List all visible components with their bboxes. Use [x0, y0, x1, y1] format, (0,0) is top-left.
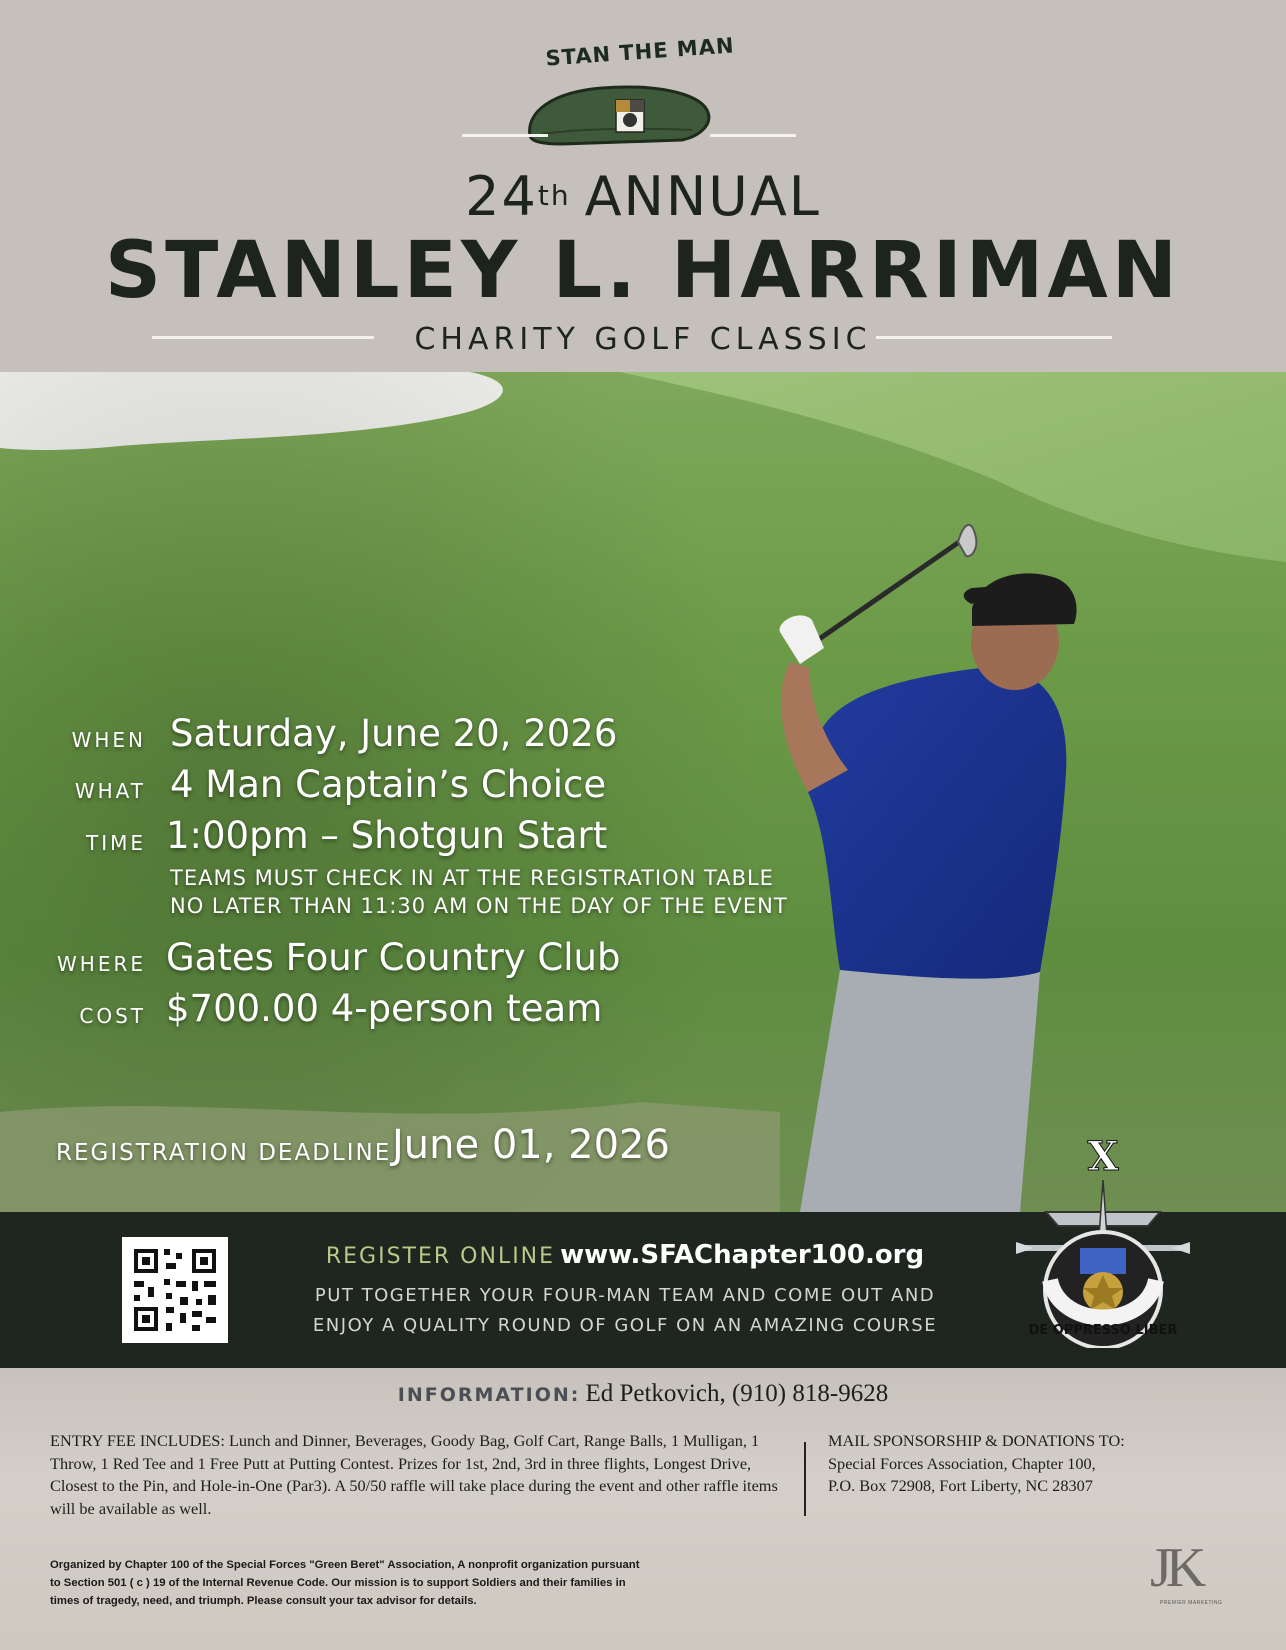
when-value: Saturday, June 20, 2026: [170, 712, 618, 755]
deadline-value: June 01, 2026: [392, 1122, 670, 1168]
what-label: WHAT: [74, 779, 146, 803]
edition-annual: ANNUAL: [584, 165, 821, 228]
mail-address-line-1: Special Forces Association, Chapter 100,: [828, 1453, 1096, 1473]
organizer-note: Organized by Chapter 100 of the Special Forces "Green Beret" Association, A nonprofit organization pursuant to Section 501 ( c ) 19 of the Internal Revenue Code. Our mission is to support Soldiers and their families in times of tragedy, need, and triumph. Please consult your tax advisor for details.: [50, 1559, 640, 1607]
cost-value: $700.00 4-person team: [166, 987, 603, 1030]
mail-heading: MAIL SPONSORSHIP & DONATIONS TO:: [828, 1431, 1125, 1450]
information-line: [0, 1380, 1286, 1408]
register-online-label: REGISTER ONLINE: [325, 1244, 556, 1269]
information-contact: Ed Petkovich, (910) 818-9628: [585, 1380, 889, 1407]
qr-code-icon[interactable]: [122, 1237, 228, 1343]
checkin-note-line-2: NO LATER THAN 11:30 AM ON THE DAY OF THE EVENT: [170, 894, 788, 918]
mail-address-line-2: P.O. Box 72908, Fort Liberty, NC 28307: [828, 1476, 1093, 1495]
register-line-2: ENJOY A QUALITY ROUND OF GOLF ON AN AMAZING COURSE: [312, 1315, 938, 1336]
edition-suffix: th: [537, 179, 571, 212]
register-url-link[interactable]: www.SFAChapter100.org: [560, 1240, 925, 1270]
beret-icon: [522, 78, 722, 156]
mail-sponsorship: [828, 1430, 1248, 1498]
edition-number: 24: [465, 165, 538, 228]
when-label: WHEN: [71, 728, 146, 752]
vertical-divider: [804, 1442, 806, 1516]
crest-motto: DE OPPRESSO LIBER: [1028, 1323, 1178, 1338]
what-value: 4 Man Captain’s Choice: [170, 763, 607, 806]
honoree-name: STANLEY L. HARRIMAN: [104, 226, 1182, 316]
event-type: CHARITY GOLF CLASSIC: [414, 322, 872, 357]
register-online: [300, 1240, 950, 1270]
divider-line-left-top: [462, 134, 548, 137]
entry-fee-details: ENTRY FEE INCLUDES: Lunch and Dinner, Beverages, Goody Bag, Golf Cart, Range Balls, 1 Mulligan, 1 Throw, 1 Red Tee and 1 Free Putt at Putting Contest. Prizes for 1st, 2nd, 3rd in three flights, Longest Drive, Closest to the Pin, and Hole-in-One (Par3). A 50/50 raffle will take place during the event and other raffle items will be available as well.: [50, 1431, 778, 1518]
tagline: STAN THE MAN: [544, 33, 736, 71]
jk-logo: JK: [1150, 1537, 1201, 1599]
checkin-note-line-1: TEAMS MUST CHECK IN AT THE REGISTRATION TABLE: [170, 866, 774, 890]
divider-line-right-top: [710, 134, 796, 137]
where-label: WHERE: [57, 952, 146, 976]
register-line-1: PUT TOGETHER YOUR FOUR-MAN TEAM AND COME OUT AND: [314, 1285, 936, 1306]
crest-numeral: X: [1087, 1133, 1119, 1180]
where-value: Gates Four Country Club: [166, 936, 621, 979]
cost-label: COST: [79, 1004, 146, 1028]
event-edition: [0, 165, 1286, 228]
time-label: TIME: [85, 831, 146, 855]
deadline-label: REGISTRATION DEADLINE: [56, 1140, 392, 1166]
special-forces-crest-icon: [1010, 1130, 1196, 1348]
time-value: 1:00pm – Shotgun Start: [166, 814, 608, 857]
information-label: INFORMATION:: [397, 1384, 581, 1406]
jk-logo-subtitle: PREMIER MARKETING: [1160, 1600, 1223, 1606]
